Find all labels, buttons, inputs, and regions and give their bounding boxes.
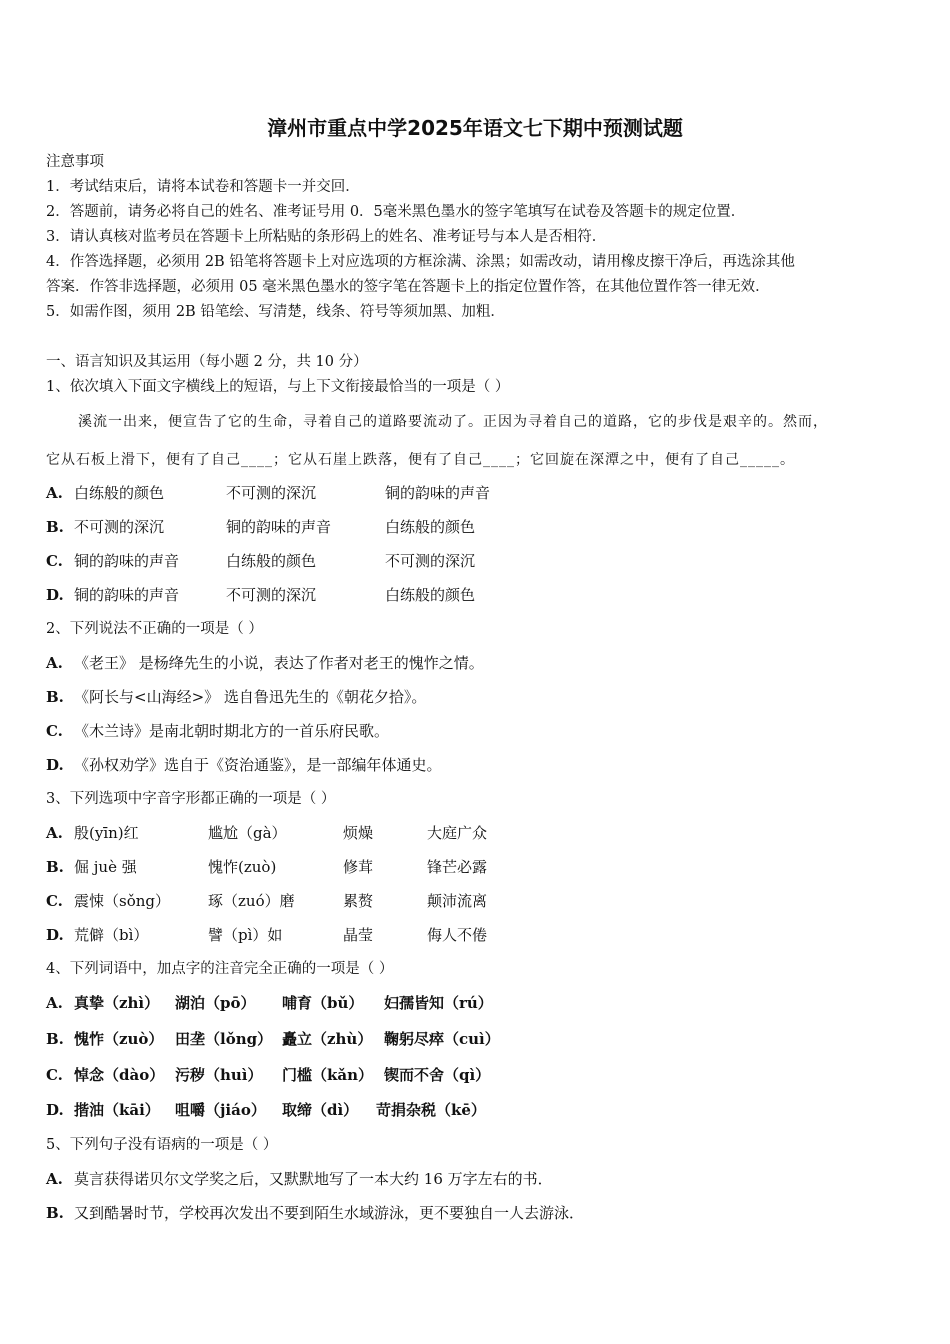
q4-option-d-col: 咀嚼（jiáo）	[175, 1101, 266, 1119]
q4-option-label: B.	[46, 1030, 64, 1048]
q4-option-a-col: 哺育（bǔ）	[282, 994, 364, 1012]
q5-option-label: A.	[46, 1170, 63, 1188]
q3-option-d-col: 晶莹	[343, 926, 374, 944]
q3-option-c-col: 颠沛流离	[427, 892, 488, 910]
q3-option-b-col: 愧怍(zuò)	[208, 858, 277, 876]
q3-option-label: D.	[46, 926, 64, 944]
q1-option-c-col: 铜的韵味的声音	[74, 552, 180, 570]
q2-option-label: D.	[46, 756, 64, 774]
q4-option-b-col: 矗立（zhù）	[282, 1030, 373, 1048]
q3-option-d-col: 荒僻（bì）	[74, 926, 149, 944]
section-heading: 一、语言知识及其运用（每小题 2 分，共 10 分）	[46, 354, 368, 370]
q1-option-label: B.	[46, 518, 64, 536]
q1-option-b-col: 铜的韵味的声音	[226, 518, 332, 536]
q4-stem: 4、下列词语中，加点字的注音完全正确的一项是（ ）	[46, 961, 394, 977]
notice-item: 1．考试结束后，请将本试卷和答题卡一并交回．	[46, 179, 360, 195]
q2-option-c: 《木兰诗》是南北朝时期北方的一首乐府民歌。	[74, 722, 390, 740]
q3-option-label: C.	[46, 892, 63, 910]
q4-option-c-col: 污秽（huì）	[175, 1066, 263, 1084]
q5-stem: 5、下列句子没有语病的一项是（ ）	[46, 1137, 278, 1153]
q1-option-c-col: 不可测的深沉	[385, 552, 476, 570]
notice-heading: 注意事项	[46, 154, 104, 170]
notice-item: 3．请认真核对监考员在答题卡上所粘贴的条形码上的姓名、准考证号与本人是否相符．	[46, 229, 607, 245]
q3-option-d-col: 譬（pì）如	[208, 926, 283, 944]
q3-option-c-col: 震悚（sǒng）	[74, 892, 170, 910]
q2-option-b: 《阿长与<山海经>》 选自鲁迅先生的《朝花夕拾》。	[74, 688, 427, 706]
q1-option-b-col: 白练般的颜色	[385, 518, 476, 536]
q1-option-a-col: 白练般的颜色	[74, 484, 165, 502]
q4-option-b-col: 愧怍（zuò）	[74, 1030, 164, 1048]
notice-item: 答案．作答非选择题，必须用 05 毫米黑色墨水的签字笔在答题卡上的指定位置作答，在其他位置作答一律无效．	[46, 279, 770, 295]
q4-option-c-col: 悼念（dào）	[74, 1066, 165, 1084]
q4-option-label: A.	[46, 994, 63, 1012]
q5-option-a: 莫言获得诺贝尔文学奖之后，又默默地写了一本大约 16 万字左右的书．	[74, 1170, 553, 1188]
q5-option-label: B.	[46, 1204, 64, 1222]
q3-option-d-col: 侮人不倦	[427, 926, 488, 944]
q3-option-c-col: 琢（zuó）磨	[208, 892, 295, 910]
q1-option-label: A.	[46, 484, 63, 502]
q1-option-d-col: 不可测的深沉	[226, 586, 317, 604]
q4-option-c-col: 门槛（kǎn）	[282, 1066, 374, 1084]
q3-option-c-col: 累赘	[343, 892, 374, 910]
q4-option-d-col: 揩油（kāi）	[74, 1101, 160, 1119]
q1-option-label: C.	[46, 552, 63, 570]
q3-stem: 3、下列选项中字音字形都正确的一项是（ ）	[46, 791, 336, 807]
q1-option-a-col: 不可测的深沉	[226, 484, 317, 502]
q3-option-a-col: 殷(yīn)红	[74, 824, 139, 842]
q4-option-a-col: 真挚（zhì）	[74, 994, 160, 1012]
q1-stem: 1、依次填入下面文字横线上的短语，与上下文衔接最恰当的一项是（ ）	[46, 379, 510, 395]
q3-option-b-col: 修茸	[343, 858, 374, 876]
q2-option-d: 《孙权劝学》选自于《资治通鉴》，是一部编年体通史。	[74, 756, 442, 774]
q4-option-d-col: 苛捐杂税（kē）	[376, 1101, 486, 1119]
q4-option-b-col: 鞠躬尽瘁（cuì）	[384, 1030, 500, 1048]
q3-option-label: A.	[46, 824, 63, 842]
q5-option-b: 又到酷暑时节，学校再次发出不要到陌生水域游泳，更不要独自一人去游泳．	[74, 1204, 585, 1222]
notice-item: 5．如需作图，须用 2B 铅笔绘、写清楚，线条、符号等须加黑、加粗．	[46, 304, 505, 320]
q1-passage-line: 它从石板上滑下，便有了自己____；它从石崖上跌落，便有了自己____；它回旋在深潭之中，便有了自己_____。	[46, 452, 795, 468]
q2-option-label: B.	[46, 688, 64, 706]
q1-option-b-col: 不可测的深沉	[74, 518, 165, 536]
q4-option-label: C.	[46, 1066, 63, 1084]
q3-option-a-col: 尴尬（gà）	[208, 824, 287, 842]
q1-option-c-col: 白练般的颜色	[226, 552, 317, 570]
q3-option-label: B.	[46, 858, 64, 876]
q1-passage-line: 溪流一出来，便宣告了它的生命，寻着自己的道路要流动了。正因为寻着自己的道路，它的步伐是艰辛的。然而，	[78, 414, 828, 430]
q2-option-a: 《老王》 是杨绛先生的小说，表达了作者对老王的愧怍之情。	[74, 654, 484, 672]
q4-option-b-col: 田垄（lǒng）	[175, 1030, 273, 1048]
q2-stem: 2、下列说法不正确的一项是（ ）	[46, 621, 263, 637]
q1-option-label: D.	[46, 586, 64, 604]
q3-option-a-col: 烦燥	[343, 824, 374, 842]
q3-option-a-col: 大庭广众	[427, 824, 488, 842]
q3-option-b-col: 倔 juè 强	[74, 858, 137, 876]
q3-option-b-col: 锋芒必露	[427, 858, 488, 876]
q1-option-d-col: 铜的韵味的声音	[74, 586, 180, 604]
q2-option-label: C.	[46, 722, 63, 740]
q2-option-label: A.	[46, 654, 63, 672]
q4-option-label: D.	[46, 1101, 64, 1119]
q4-option-a-col: 湖泊（pō）	[175, 994, 256, 1012]
q4-option-a-col: 妇孺皆知（rú）	[384, 994, 493, 1012]
notice-item: 4．作答选择题，必须用 2B 铅笔将答题卡上对应选项的方框涂满、涂黑；如需改动，请用橡皮擦干净后，再选涂其他	[46, 254, 795, 270]
page-title: 漳州市重点中学2025年语文七下期中预测试题	[267, 116, 683, 140]
q4-option-d-col: 取缔（dì）	[282, 1101, 359, 1119]
q1-option-d-col: 白练般的颜色	[385, 586, 476, 604]
q1-option-a-col: 铜的韵味的声音	[385, 484, 491, 502]
q4-option-c-col: 锲而不舍（qì）	[384, 1066, 491, 1084]
notice-item: 2．答题前，请务必将自己的姓名、准考证号用 0．5毫米黑色墨水的签字笔填写在试卷及答题卡的规定位置．	[46, 204, 746, 220]
